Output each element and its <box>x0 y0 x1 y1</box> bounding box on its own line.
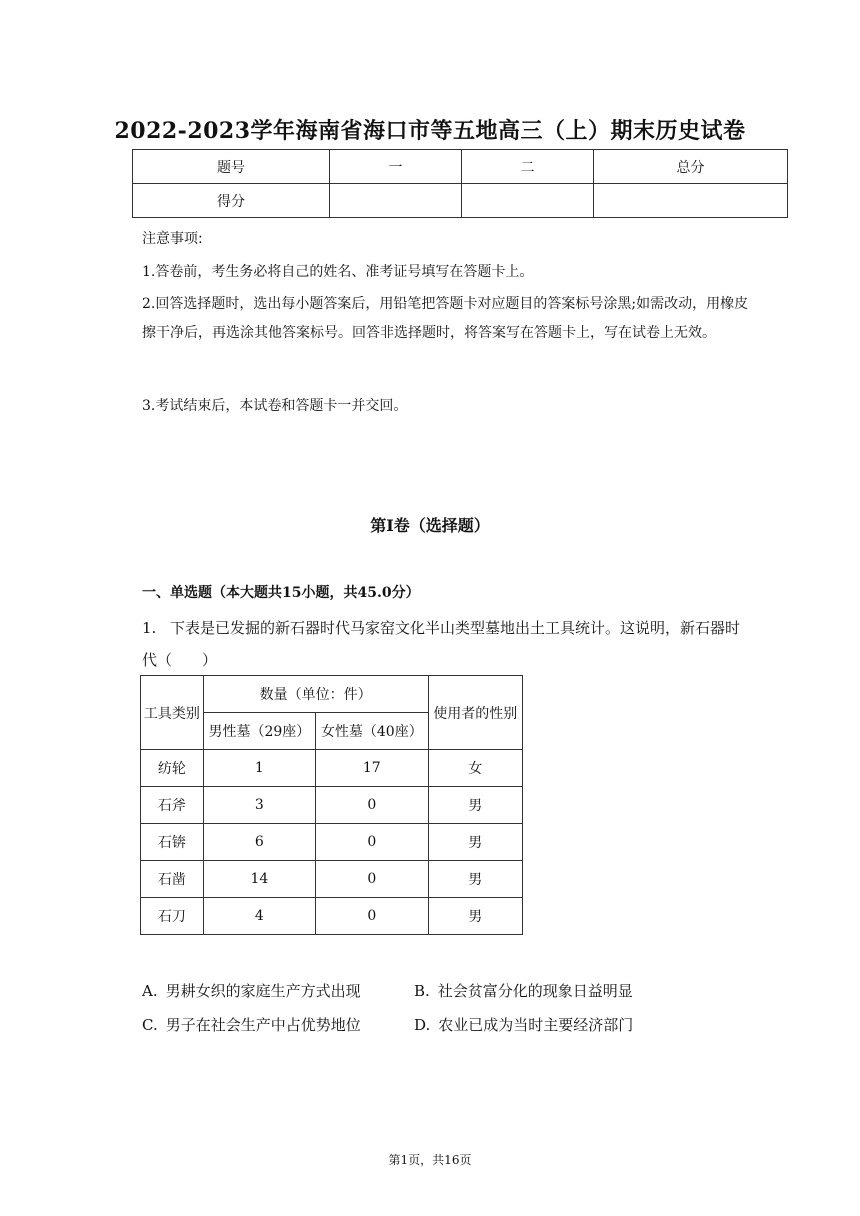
question-text: 下表是已发掘的新石器时代马家窑文化半山类型墓地出土工具统计。这说明，新石器时代（ ） <box>142 619 741 669</box>
table-cell-male: 4 <box>203 898 315 935</box>
option-text: 农业已成为当时主要经济部门 <box>438 1016 634 1034</box>
score-header-cell: 题号 <box>133 150 330 184</box>
option-letter: D. <box>414 1016 431 1034</box>
table-row <box>141 824 523 861</box>
table-cell-gender: 男 <box>428 824 522 861</box>
table-cell-female: 0 <box>316 861 428 898</box>
table-header-count: 数量（单位：件） <box>203 676 428 713</box>
option-text: 男子在社会生产中占优势地位 <box>165 1016 361 1034</box>
score-header-cell: 二 <box>462 150 594 184</box>
option-letter: A. <box>142 982 158 1000</box>
notice-item: 3.考试结束后，本试卷和答题卡一并交回。 <box>142 398 408 414</box>
table-cell-male: 6 <box>203 824 315 861</box>
score-table <box>132 149 788 218</box>
table-cell-gender: 女 <box>428 750 522 787</box>
table-row <box>141 787 523 824</box>
table-cell-gender: 男 <box>428 861 522 898</box>
notice-item: 1.答卷前，考生务必将自己的姓名、准考证号填写在答题卡上。 <box>142 264 534 280</box>
option-d[interactable] <box>414 1014 633 1035</box>
table-header-gender: 使用者的性别 <box>428 676 522 750</box>
score-cell <box>462 184 594 218</box>
score-header-cell: 总分 <box>594 150 788 184</box>
table-cell-male: 1 <box>203 750 315 787</box>
table-cell-female: 17 <box>316 750 428 787</box>
table-cell-female: 0 <box>316 898 428 935</box>
table-cell-male: 3 <box>203 787 315 824</box>
option-letter: C. <box>142 1016 158 1034</box>
option-letter: B. <box>414 982 430 1000</box>
table-cell-female: 0 <box>316 787 428 824</box>
table-cell-tool: 石锛 <box>141 824 204 861</box>
option-b[interactable] <box>414 980 633 1001</box>
section-title: 第I卷（选择题） <box>370 516 490 535</box>
score-table-score-row <box>133 184 788 218</box>
score-cell <box>330 184 462 218</box>
table-cell-tool: 纺轮 <box>141 750 204 787</box>
question-1 <box>142 612 754 676</box>
notice-item: 2.回答选择题时，选出每小题答案后，用铅笔把答题卡对应题目的答案标号涂黑;如需改动，用橡皮擦干净后，再选涂其他答案标号。回答非选择题时，将答案写在答题卡上，写在试卷上无效。 <box>142 296 749 341</box>
score-header-cell: 一 <box>330 150 462 184</box>
table-cell-female: 0 <box>316 824 428 861</box>
table-header-tool: 工具类别 <box>141 676 204 750</box>
table-row <box>141 861 523 898</box>
table-cell-tool: 石刀 <box>141 898 204 935</box>
part-title: 一、单选题（本大题共15小题，共45.0分） <box>142 585 420 601</box>
table-cell-gender: 男 <box>428 787 522 824</box>
notice-title: 注意事项: <box>142 231 203 247</box>
tool-statistics-table <box>140 675 523 935</box>
table-cell-male: 14 <box>203 861 315 898</box>
score-cell <box>594 184 788 218</box>
table-cell-tool: 石凿 <box>141 861 204 898</box>
table-header-female: 女性墓（40座） <box>316 713 428 750</box>
score-row-label: 得分 <box>133 184 330 218</box>
table-header-male: 男性墓（29座） <box>203 713 315 750</box>
option-a[interactable] <box>142 980 361 1001</box>
option-text: 男耕女织的家庭生产方式出现 <box>165 982 361 1000</box>
option-text: 社会贫富分化的现象日益明显 <box>437 982 633 1000</box>
table-row <box>141 750 523 787</box>
exam-title: 2022-2023学年海南省海口市等五地高三（上）期末历史试卷 <box>114 118 746 144</box>
table-header-row <box>141 676 523 713</box>
score-table-header-row <box>133 150 788 184</box>
question-number: 1. <box>142 619 157 637</box>
page-footer: 第1页，共16页 <box>388 1153 472 1167</box>
table-row <box>141 898 523 935</box>
option-c[interactable] <box>142 1014 361 1035</box>
table-cell-tool: 石斧 <box>141 787 204 824</box>
table-cell-gender: 男 <box>428 898 522 935</box>
